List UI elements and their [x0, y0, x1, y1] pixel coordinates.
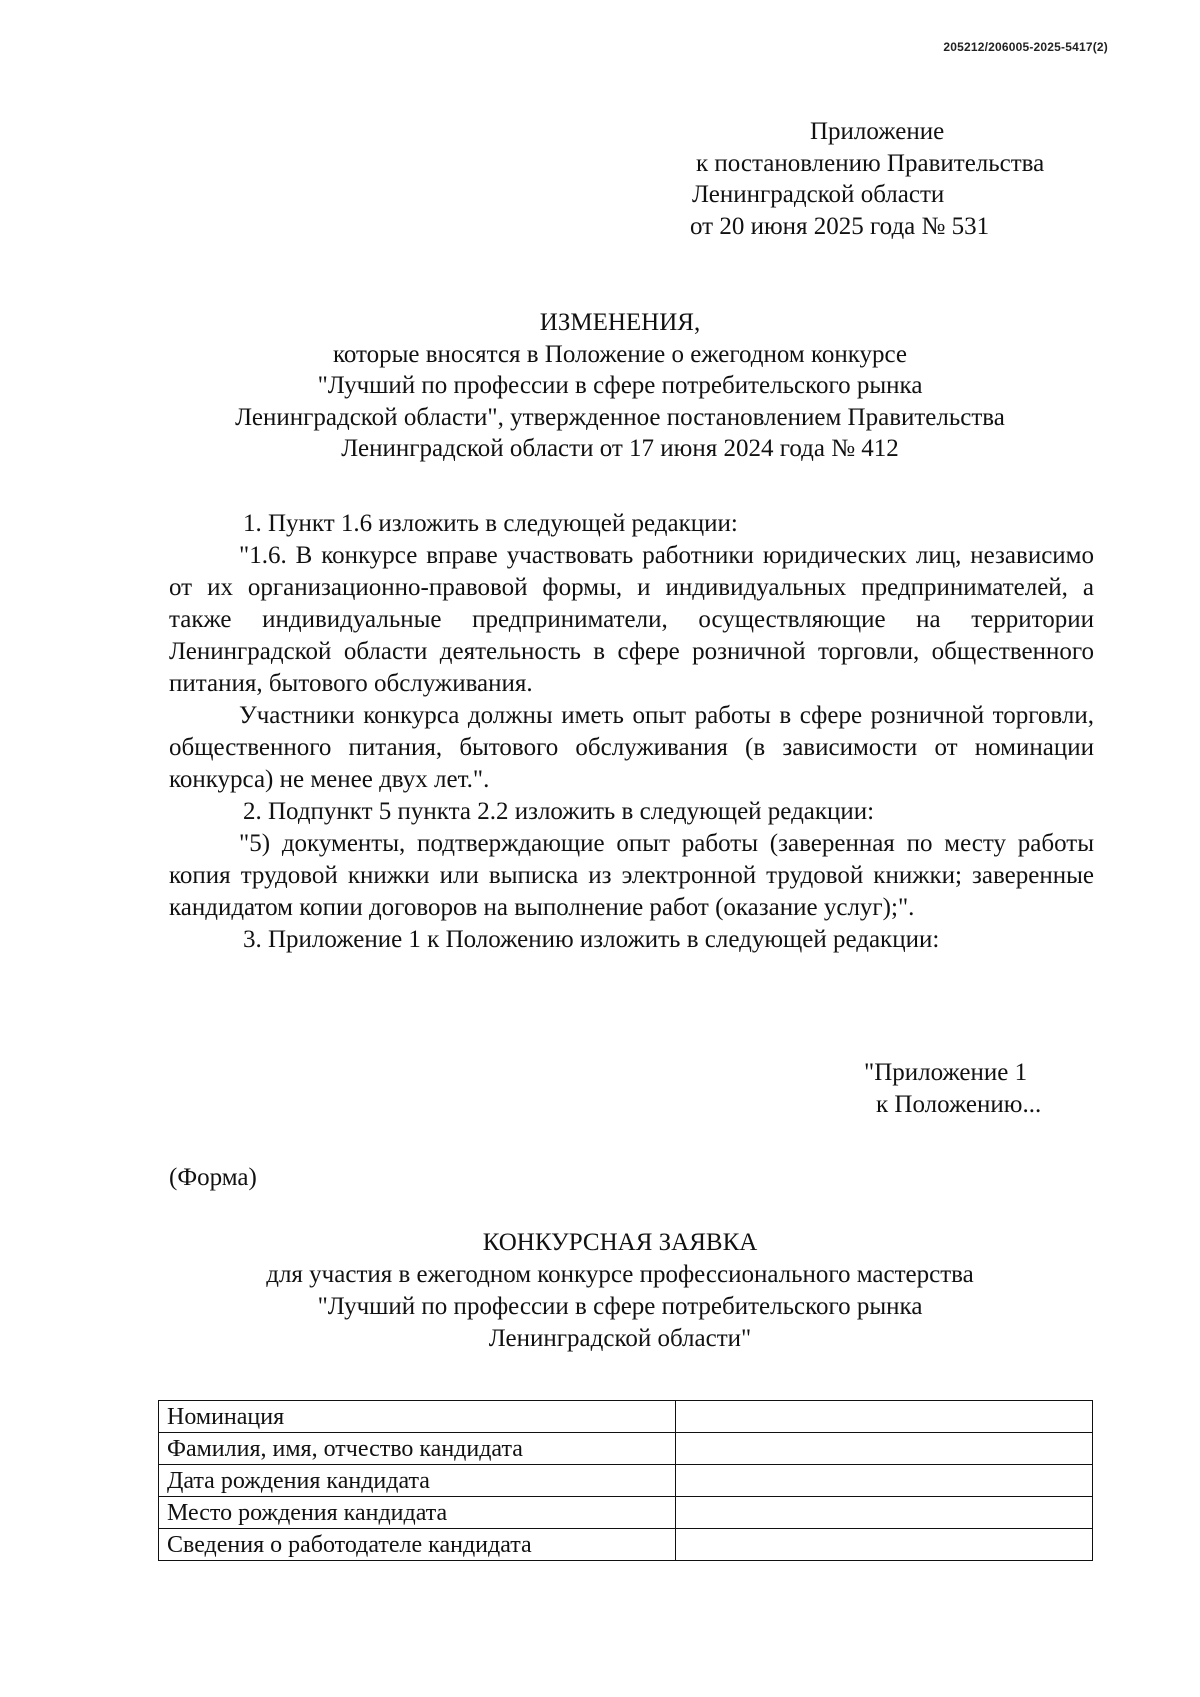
table-row [159, 1497, 1093, 1529]
appendix-header [688, 116, 1108, 242]
form-field-value-nomination [676, 1401, 1093, 1433]
table-row [159, 1529, 1093, 1561]
appendix-header-line: к постановлению Правительства [696, 149, 1045, 177]
changes-title-block [120, 307, 1120, 465]
appendix-header-line: Приложение [810, 118, 945, 145]
appendix1-reference-line: к Положению... [876, 1091, 1042, 1118]
changes-body [169, 508, 1094, 956]
changes-subtitle-line: которые вносятся в Положение о ежегодном конкурсе [332, 340, 908, 368]
application-form-subtitle-line: Ленинградской области" [488, 1325, 752, 1352]
paragraph-participants: Участники конкурса должны иметь опыт работы в сфере розничной торговли, общественного питания, бытового обслуживания (в зависимости от номинации конкурса) не менее двух лет.". [169, 702, 1094, 793]
changes-subtitle-line: Ленинградской области", утвержденное постановлением Правительства [235, 403, 1005, 431]
paragraph-item-1: 1. Пункт 1.6 изложить в следующей редакции: [243, 510, 738, 537]
table-row [159, 1401, 1093, 1433]
changes-subtitle-line: Ленинградской области от 17 июня 2024 года № 412 [341, 435, 899, 462]
changes-subtitle-line: "Лучший по профессии в сфере потребительского рынка [317, 372, 923, 399]
application-form-heading: КОНКУРСНАЯ ЗАЯВКА [482, 1229, 758, 1256]
changes-heading: ИЗМЕНЕНИЯ, [539, 309, 701, 336]
application-form-title [120, 1227, 1120, 1355]
form-field-label-employer-info: Сведения о работодателе кандидата [159, 1529, 676, 1561]
document-registration-number: 205212/206005-2025-5417(2) [943, 40, 1108, 54]
paragraph-clause-1-6: "1.6. В конкурсе вправе участвовать работники юридических лиц, независимо от их организационно-правовой формы, и индивидуальных предпринимателей, а также индивидуальные предприниматели, осуществляющие на территории Ленинградской области деятельность в сфере розничной торговли, общественного питания, бытового обслуживания. [169, 542, 1094, 697]
form-field-label-nomination: Номинация [159, 1401, 676, 1433]
appendix1-reference-line: "Приложение 1 [864, 1059, 1028, 1086]
form-field-value-full-name [676, 1433, 1093, 1465]
paragraph-item-3: 3. Приложение 1 к Положению изложить в следующей редакции: [243, 926, 940, 953]
form-field-label-birth-place: Место рождения кандидата [159, 1497, 676, 1529]
appendix-header-line: Ленинградской области [692, 181, 945, 208]
paragraph-subclause-5: "5) документы, подтверждающие опыт работы (заверенная по месту работы копия трудовой книжки или выписка из электронной трудовой книжки; заверенные кандидатом копии договоров на выполнение работ (оказание услуг);". [169, 830, 1094, 921]
appendix-header-date: от 20 июня 2025 года № 531 [690, 212, 990, 240]
form-label: (Форма) [169, 1164, 257, 1191]
form-field-value-employer-info [676, 1529, 1093, 1561]
application-form-subtitle-line: для участия в ежегодном конкурсе профессионального мастерства [266, 1261, 974, 1288]
form-field-label-full-name: Фамилия, имя, отчество кандидата [159, 1433, 676, 1465]
form-field-label-birth-date: Дата рождения кандидата [159, 1465, 676, 1497]
table-row [159, 1465, 1093, 1497]
application-form-subtitle-line: "Лучший по профессии в сфере потребительского рынка [317, 1293, 923, 1320]
table-row [159, 1433, 1093, 1465]
paragraph-item-2: 2. Подпункт 5 пункта 2.2 изложить в следующей редакции: [243, 798, 875, 825]
appendix1-reference [864, 1057, 1104, 1121]
form-field-value-birth-place [676, 1497, 1093, 1529]
form-field-value-birth-date [676, 1465, 1093, 1497]
application-form-table [158, 1400, 1093, 1561]
